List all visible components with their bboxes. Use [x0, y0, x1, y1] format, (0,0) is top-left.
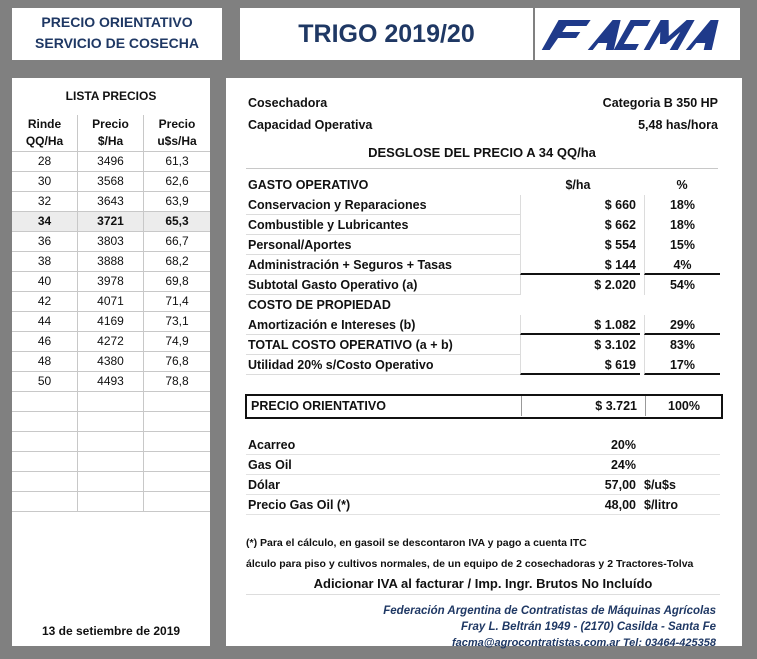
section-ownership-cost: COSTO DE PROPIEDAD	[248, 298, 391, 312]
price-list-cell	[78, 452, 144, 471]
machine-label: Cosechadora	[248, 96, 328, 110]
price-list-cell	[78, 492, 144, 511]
price-list-cell	[12, 432, 78, 451]
price-list-cell	[12, 392, 78, 411]
price-list-cell: 63,9	[165, 194, 189, 208]
utility-label: Utilidad 20% s/Costo Operativo	[248, 358, 434, 372]
price-list-cell	[78, 392, 144, 411]
cost-label: Personal/Aportes	[248, 238, 352, 252]
param-row	[246, 475, 720, 495]
price-list-row	[12, 472, 210, 492]
price-list-row	[12, 412, 210, 432]
facma-logo	[535, 8, 740, 60]
price-list-row	[12, 232, 210, 252]
price-list-cell	[78, 432, 144, 451]
price-list-cell: 38	[12, 252, 78, 271]
column-header-line: u$s/Ha	[157, 134, 197, 148]
price-list-row	[12, 492, 210, 512]
breakdown-title: DESGLOSE DEL PRECIO A 34 QQ/ha	[246, 138, 718, 169]
param-row	[246, 435, 720, 455]
cost-price: $ 662	[520, 215, 640, 235]
price-list-cell: 3721	[78, 212, 144, 231]
price-list-cell: 3568	[78, 172, 144, 191]
price-list-row	[12, 192, 210, 212]
param-value: 24%	[610, 458, 636, 472]
cost-price: $ 554	[520, 235, 640, 255]
price-list-cell	[144, 472, 210, 491]
subtotal-price: $ 2.020	[520, 275, 640, 295]
price-list-cell: 28	[12, 152, 78, 171]
price-list-cell: 48	[12, 352, 78, 371]
price-list-cell: 4380	[78, 352, 144, 371]
param-row	[246, 495, 720, 515]
price-list-cell: 46	[12, 332, 78, 351]
price-list-cell: 44	[12, 312, 78, 331]
price-list-row	[12, 352, 210, 372]
price-list-cell: 34	[12, 212, 78, 231]
total-percent: 83%	[644, 335, 720, 355]
cost-row	[246, 235, 720, 255]
price-list-cell: 4169	[78, 312, 144, 331]
capacity-row	[248, 115, 718, 135]
header-line-1: PRECIO ORIENTATIVO	[41, 14, 193, 30]
price-list-row	[12, 312, 210, 332]
param-value: 48,00	[604, 498, 636, 512]
cost-percent: 18%	[644, 215, 720, 235]
logo-graphic	[535, 8, 740, 60]
section-operating-cost: GASTO OPERATIVO	[248, 178, 369, 192]
cost-percent: 4%	[644, 255, 720, 275]
price-list-cell	[78, 472, 144, 491]
final-price-value: $ 3.721	[521, 396, 641, 416]
column-percent: %	[676, 178, 688, 192]
column-header-line: QQ/Ha	[25, 134, 64, 148]
capacity-value: 5,48 has/hora	[638, 118, 718, 132]
price-list-cell: 32	[12, 192, 78, 211]
price-list-cell: 3803	[78, 232, 144, 251]
param-label: Precio Gas Oil (*)	[248, 498, 351, 512]
iva-notice: Adicionar IVA al facturar / Imp. Ingr. Brutos No Incluído	[246, 574, 720, 595]
subtotal-row	[246, 275, 720, 295]
price-list-row	[12, 212, 210, 232]
price-list-cell: 50	[12, 372, 78, 391]
price-list-cell: 42	[12, 292, 78, 311]
price-list-cell: 3643	[78, 192, 144, 211]
cost-label: Combustible y Lubricantes	[248, 218, 409, 232]
price-list-cell	[144, 392, 210, 411]
price-list-row	[12, 292, 210, 312]
final-price-row	[245, 394, 723, 419]
amortization-percent: 29%	[644, 315, 720, 335]
logo-text: FACMA	[535, 8, 539, 9]
row-separator	[246, 374, 520, 375]
price-list-table	[12, 115, 210, 512]
cost-percent: 18%	[644, 195, 720, 215]
param-label: Gas Oil	[248, 458, 292, 472]
cost-row	[246, 255, 720, 275]
price-list-row	[12, 372, 210, 392]
capacity-label: Capacidad Operativa	[248, 118, 373, 132]
price-list-cell: 40	[12, 272, 78, 291]
breakdown-header-row	[246, 175, 720, 195]
price-list-cell	[144, 412, 210, 431]
price-list-row	[12, 252, 210, 272]
param-row	[246, 455, 720, 475]
column-header-rinde	[12, 115, 78, 151]
header-line-2: SERVICIO DE COSECHA	[35, 35, 199, 51]
price-list-cell: 30	[12, 172, 78, 191]
total-price: $ 3.102	[520, 335, 640, 355]
price-list-cell: 3978	[78, 272, 144, 291]
footer-contact: facma@agrocontratistas.com.ar Tel: 03464-425358	[451, 637, 716, 649]
price-list-row	[12, 172, 210, 192]
price-list-title: LISTA PRECIOS	[65, 89, 157, 103]
machine-row	[248, 93, 718, 113]
price-list-row	[12, 432, 210, 452]
price-list-cell	[12, 492, 78, 511]
price-list-cell	[144, 492, 210, 511]
price-list-cell: 61,3	[165, 154, 189, 168]
column-price: $/ha	[565, 178, 591, 192]
breakdown-panel	[226, 78, 742, 649]
price-list-cell	[78, 412, 144, 431]
column-header-line: Precio	[158, 117, 196, 131]
utility-percent: 17%	[644, 355, 720, 375]
price-list-cell	[12, 452, 78, 471]
amortization-price: $ 1.082	[520, 315, 640, 335]
footnote-calculation: álculo para piso y cultivos normales, de un equipo de 2 cosechadoras y 2 Tractores-Tolva	[246, 558, 694, 570]
column-header-line: Precio	[92, 117, 129, 131]
amortization-label: Amortización e Intereses (b)	[248, 318, 416, 332]
header-subtitle-box	[12, 8, 222, 60]
cost-price: $ 144	[520, 255, 640, 275]
cost-percent: 15%	[644, 235, 720, 255]
footer-organization: Federación Argentina de Contratistas de Máquinas Agrícolas	[383, 605, 716, 617]
cost-price: $ 660	[520, 195, 640, 215]
subtotal-percent: 54%	[644, 275, 720, 295]
price-list-cell: 66,7	[165, 234, 189, 248]
price-list-cell: 76,8	[165, 354, 189, 368]
row-separator	[246, 514, 720, 515]
column-header-precio-usd	[144, 115, 210, 151]
price-list-cell	[12, 472, 78, 491]
subtotal-label: Subtotal Gasto Operativo (a)	[248, 278, 418, 292]
cost-label: Administración + Seguros + Tasas	[248, 258, 453, 272]
machine-value: Categoria B 350 HP	[602, 96, 718, 110]
cost-row	[246, 195, 720, 215]
price-list-cell: 65,3	[165, 214, 189, 228]
param-value: 20%	[610, 438, 636, 452]
cost-row	[246, 215, 720, 235]
section-row	[246, 295, 720, 315]
total-label: TOTAL COSTO OPERATIVO (a + b)	[248, 338, 453, 352]
price-list-row	[12, 392, 210, 412]
report-date: 13 de setiembre de 2019	[41, 624, 181, 638]
price-list-panel	[12, 78, 210, 646]
price-list-row	[12, 272, 210, 292]
price-list-cell: 68,2	[165, 254, 189, 268]
total-row	[246, 335, 720, 355]
price-list-cell: 3496	[78, 152, 144, 171]
param-unit: $/litro	[644, 498, 679, 512]
amortization-row	[246, 315, 720, 335]
price-list-cell: 62,6	[165, 174, 189, 188]
utility-row	[246, 355, 720, 375]
price-list-row	[12, 152, 210, 172]
column-header-precio-pesos	[78, 115, 144, 151]
price-list-cell: 4493	[78, 372, 144, 391]
price-list-header-row	[12, 115, 210, 152]
param-label: Dólar	[248, 478, 280, 492]
price-list-cell	[144, 432, 210, 451]
price-list-cell: 71,4	[165, 294, 189, 308]
utility-price: $ 619	[520, 355, 640, 375]
price-list-cell: 4071	[78, 292, 144, 311]
price-list-row	[12, 452, 210, 472]
footer-address: Fray L. Beltrán 1949 - (2170) Casilda - Santa Fe	[460, 621, 716, 633]
price-list-cell: 69,8	[165, 274, 189, 288]
price-list-cell: 4272	[78, 332, 144, 351]
column-header-line: Rinde	[27, 117, 62, 131]
footnote-gasoil: (*) Para el cálculo, en gasoil se descontaron IVA y pago a cuenta ITC	[246, 537, 587, 549]
column-header-line: $/Ha	[97, 134, 124, 148]
price-list-cell: 74,9	[165, 334, 189, 348]
price-list-cell: 3888	[78, 252, 144, 271]
param-label: Acarreo	[248, 438, 296, 452]
price-list-cell: 73,1	[165, 314, 189, 328]
param-unit: $/u$s	[644, 478, 676, 492]
price-list-cell: 36	[12, 232, 78, 251]
price-list-row	[12, 332, 210, 352]
final-price-percent: 100%	[645, 396, 722, 416]
param-value: 57,00	[604, 478, 636, 492]
price-list-cell	[144, 452, 210, 471]
price-list-cell	[12, 412, 78, 431]
cost-label: Conservacion y Reparaciones	[248, 198, 427, 212]
page-title: TRIGO 2019/20	[240, 8, 533, 60]
final-price-label: PRECIO ORIENTATIVO	[251, 399, 386, 413]
price-list-cell: 78,8	[165, 374, 189, 388]
